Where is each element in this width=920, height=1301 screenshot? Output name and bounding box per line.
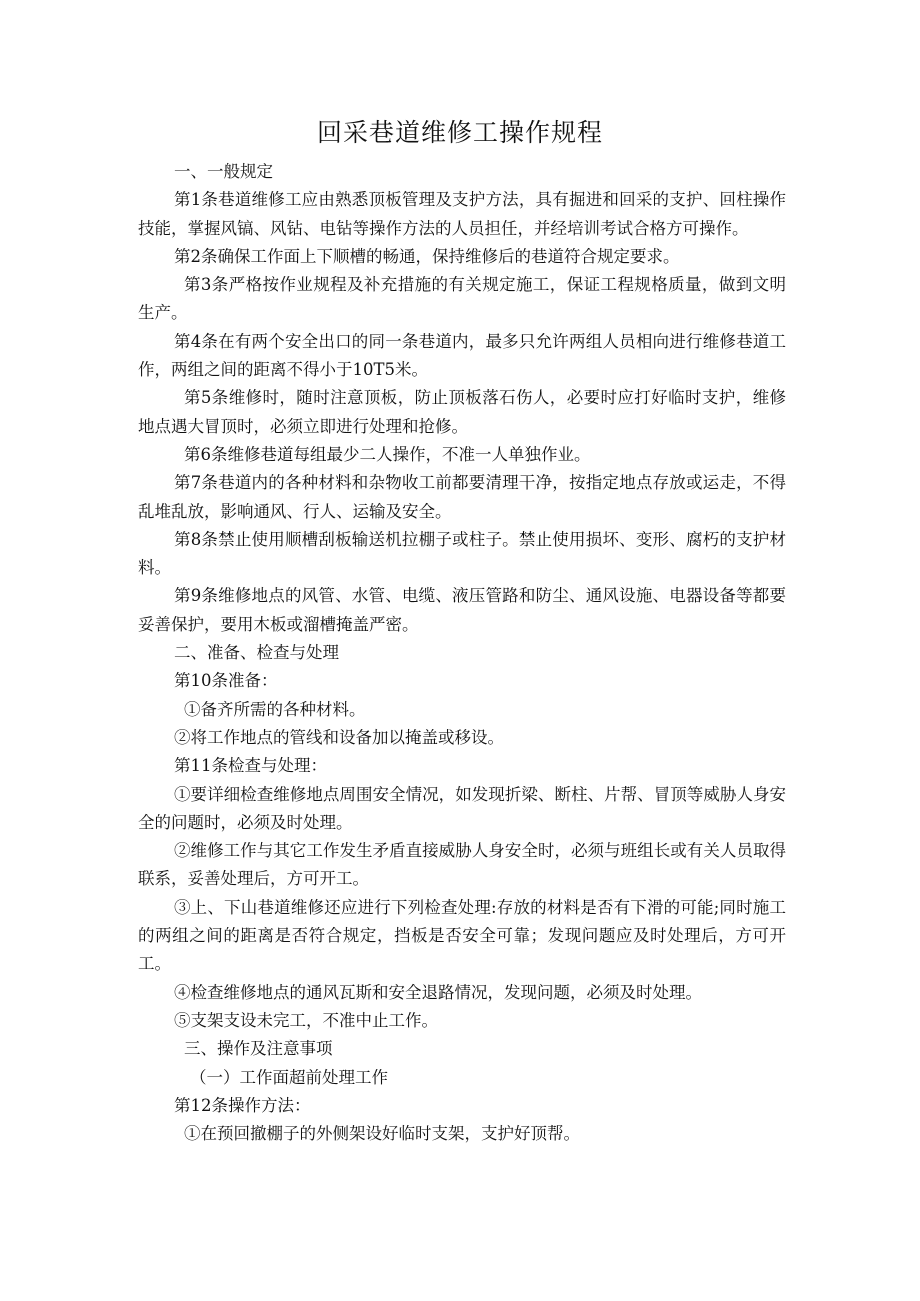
document-title: 回采巷道维修工操作规程	[316, 118, 603, 147]
article-10-item-2: ②将工作地点的管线和设备加以掩盖或移设。	[174, 727, 504, 747]
section-heading-preparation: 二、准备、检查与处理	[174, 643, 339, 663]
article-12-item-1: ①在预回撤棚子的外侧架设好临时支架，支护好顶帮。	[184, 1124, 580, 1144]
article-11-item-4: ④检查维修地点的通风瓦斯和安全退路情况，发现问题，必须及时处理。	[174, 982, 702, 1002]
article-1: 第1条巷道维修工应由熟悉顶板管理及支护方法，具有掘进和回采的支护、回柱操作技能，掌握风镐、风钻、电钻等操作方法的人员担任，并经培训考试合格方可操作。	[138, 190, 786, 238]
article-5: 第5条维修时，随时注意顶板，防止顶板落石伤人，必要时应打好临时支护，维修地点遇大冒顶时，必须立即进行处理和抢修。	[138, 388, 786, 436]
section-heading-general: 一、一般规定	[174, 162, 273, 181]
article-11-item-5: ⑤支架支设未完工，不准中止工作。	[174, 1010, 438, 1030]
article-11-item-1: ①要详细检查维修地点周围安全情况，如发现折梁、断柱、片帮、冒顶等威胁人身安全的问题时，必须及时处理。	[138, 784, 786, 832]
article-3: 第3条严格按作业规程及补充措施的有关规定施工，保证工程规格质量，做到文明生产。	[138, 275, 786, 323]
article-8: 第8条禁止使用顺槽刮板输送机拉棚子或柱子。禁止使用损坏、变形、腐朽的支护材料。	[138, 529, 786, 578]
subsection-heading-advance: （一）工作面超前处理工作	[190, 1067, 388, 1087]
article-2: 第2条确保工作面上下顺槽的畅通，保持维修后的巷道符合规定要求。	[174, 246, 680, 266]
article-6: 第6条维修巷道每组最少二人操作，不准一人单独作业。	[184, 444, 591, 464]
article-12: 第12条操作方法：	[174, 1095, 311, 1115]
article-10-item-1: ①备齐所需的各种材料。	[184, 699, 366, 719]
article-11: 第11条检查与处理：	[174, 756, 327, 776]
article-7: 第7条巷道内的各种材料和杂物收工前都要清理干净，按指定地点存放或运走，不得乱堆乱放，影响通风、行人、运输及安全。	[138, 473, 786, 521]
article-11-item-3: ③上、下山巷道维修还应进行下列检查处理:存放的材料是否有下滑的可能;同时施工的两组之间的距离是否符合规定，挡板是否安全可靠；发现问题应及时处理后，方可开工。	[138, 897, 786, 974]
section-heading-operation: 三、操作及注意事项	[184, 1039, 333, 1059]
article-9: 第9条维修地点的风管、水管、电缆、液压管路和防尘、通风设施、电器设备等都要妥善保护，要用木板或溜槽掩盖严密。	[138, 586, 786, 634]
article-11-item-2: ②维修工作与其它工作发生矛盾直接威胁人身安全时，必须与班组长或有关人员取得联系，妥善处理后，方可开工。	[138, 841, 786, 889]
article-4: 第4条在有两个安全出口的同一条巷道内，最多只允许两组人员相向进行维修巷道工作，两组之间的距离不得小于10T5米。	[138, 331, 786, 380]
article-10: 第10条准备：	[174, 671, 278, 691]
document-body	[138, 158, 786, 1148]
